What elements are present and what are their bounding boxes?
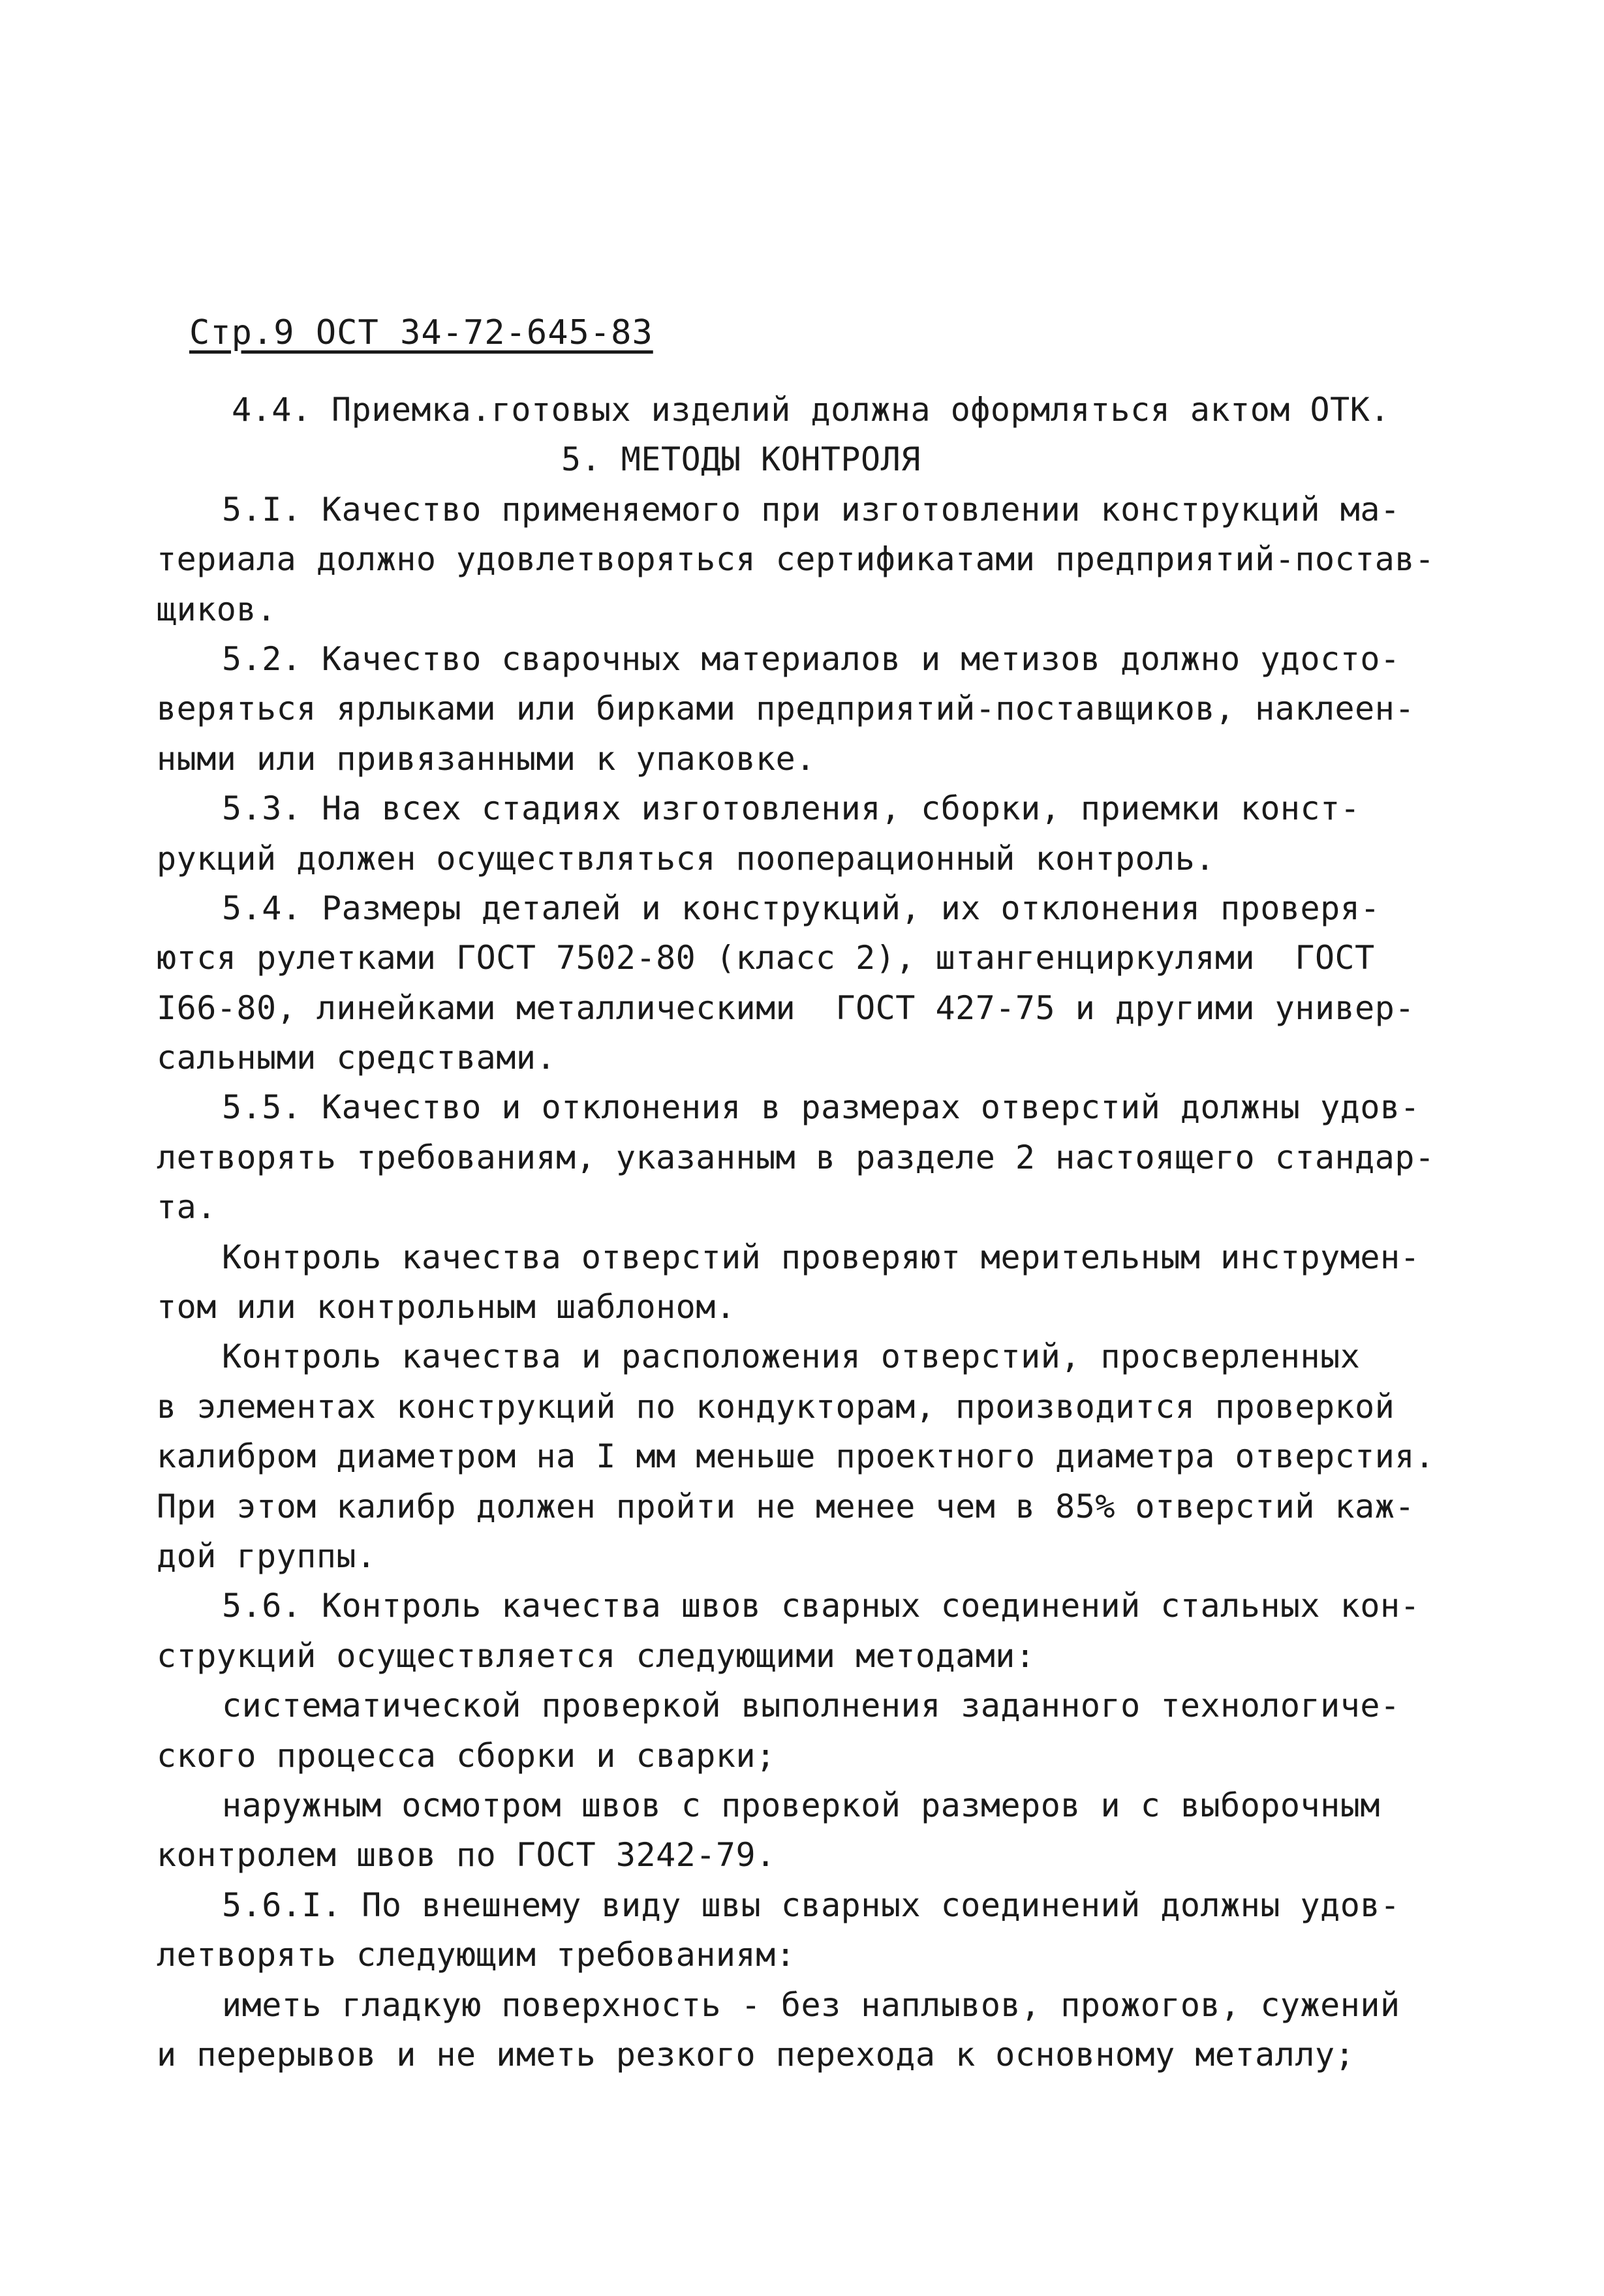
paragraph-5-2-line: ными или привязанными к упаковке. (157, 739, 816, 778)
page-header: Стр.9 ОСТ 34-72-645-83 (189, 313, 653, 352)
paragraph-5-1-line: 5.I. Качество применяемого при изготовлении конструкций ма- (222, 490, 1400, 528)
list-item-smooth-surface: и перерывов и не иметь резкого перехода к основному металлу; (157, 2035, 1355, 2074)
list-item-smooth-surface: иметь гладкую поверхность - без наплывов, прожогов, сужений (222, 1985, 1400, 2024)
paragraph-5-4-line: 5.4. Размеры деталей и конструкций, их отклонения проверя- (222, 889, 1380, 927)
paragraph-5-2-line: веряться ярлыками или бирками предприятий-поставщиков, наклеен- (157, 690, 1415, 728)
paragraph-hole-control-line: том или контрольным шаблоном. (157, 1288, 736, 1326)
paragraph-5-5-line: та. (157, 1188, 217, 1227)
paragraph-hole-position-line: в элементах конструкций по кондукторам, производится проверкой (157, 1387, 1395, 1426)
section-heading: 5. МЕТОДЫ КОНТРОЛЯ (561, 440, 921, 479)
paragraph-5-4-line: I66-80, линейками металлическими ГОСТ 427-75 и другими универ- (157, 988, 1415, 1027)
paragraph-5-5-line: 5.5. Качество и отклонения в размерах отверстий должны удов- (222, 1088, 1421, 1127)
paragraph-hole-position-line: При этом калибр должен пройти не менее чем в 85% отверстий каж- (157, 1487, 1415, 1525)
list-item-visual-inspection: наружным осмотром швов с проверкой размеров и с выборочным (222, 1786, 1380, 1824)
paragraph-hole-control-line: Контроль качества отверстий проверяют мерительным инструмен- (222, 1238, 1421, 1276)
list-item-systematic-check: систематической проверкой выполнения заданного технологиче- (222, 1687, 1400, 1725)
paragraph-5-6-1-line: 5.6.I. По внешнему виду швы сварных соединений должны удов- (222, 1886, 1400, 1924)
list-item-visual-inspection: контролем швов по ГОСТ 3242-79. (157, 1836, 776, 1875)
paragraph-5-6-line: струкций осуществляется следующими методами: (157, 1636, 1036, 1675)
paragraph-5-6-1-line: летворять следующим требованиям: (157, 1936, 796, 1974)
paragraph-hole-position-line: калибром диаметром на I мм меньше проектного диаметра отверстия. (157, 1437, 1435, 1476)
document-body (157, 385, 1462, 2079)
paragraph-5-2-line: 5.2. Качество сварочных материалов и метизов должно удосто- (222, 639, 1400, 678)
paragraph-5-4-line: ются рулетками ГОСТ 7502-80 (класс 2), штангенциркулями ГОСТ (157, 939, 1375, 977)
paragraph-5-5-line: летворять требованиям, указанным в разделе 2 настоящего стандар- (157, 1138, 1435, 1176)
paragraph-5-1-line: териала должно удовлетворяться сертификатами предприятий-постав- (157, 540, 1435, 579)
paragraph-hole-position-line: дой группы. (157, 1537, 377, 1575)
paragraph-5-4-line: сальными средствами. (157, 1039, 557, 1077)
paragraph-hole-position-line: Контроль качества и расположения отверстий, просверленных (222, 1338, 1361, 1376)
paragraph-5-6-line: 5.6. Контроль качества швов сварных соединений стальных кон- (222, 1587, 1421, 1625)
list-item-systematic-check: ского процесса сборки и сварки; (157, 1736, 776, 1775)
paragraph-4-4: 4.4. Приемка.готовых изделий должна оформляться актом ОТК. (232, 391, 1390, 429)
paragraph-5-3-line: рукций должен осуществляться пооперационный контроль. (157, 839, 1215, 878)
paragraph-5-3-line: 5.3. На всех стадиях изготовления, сборки, приемки конст- (222, 789, 1361, 828)
paragraph-5-1-line: щиков. (157, 590, 277, 628)
